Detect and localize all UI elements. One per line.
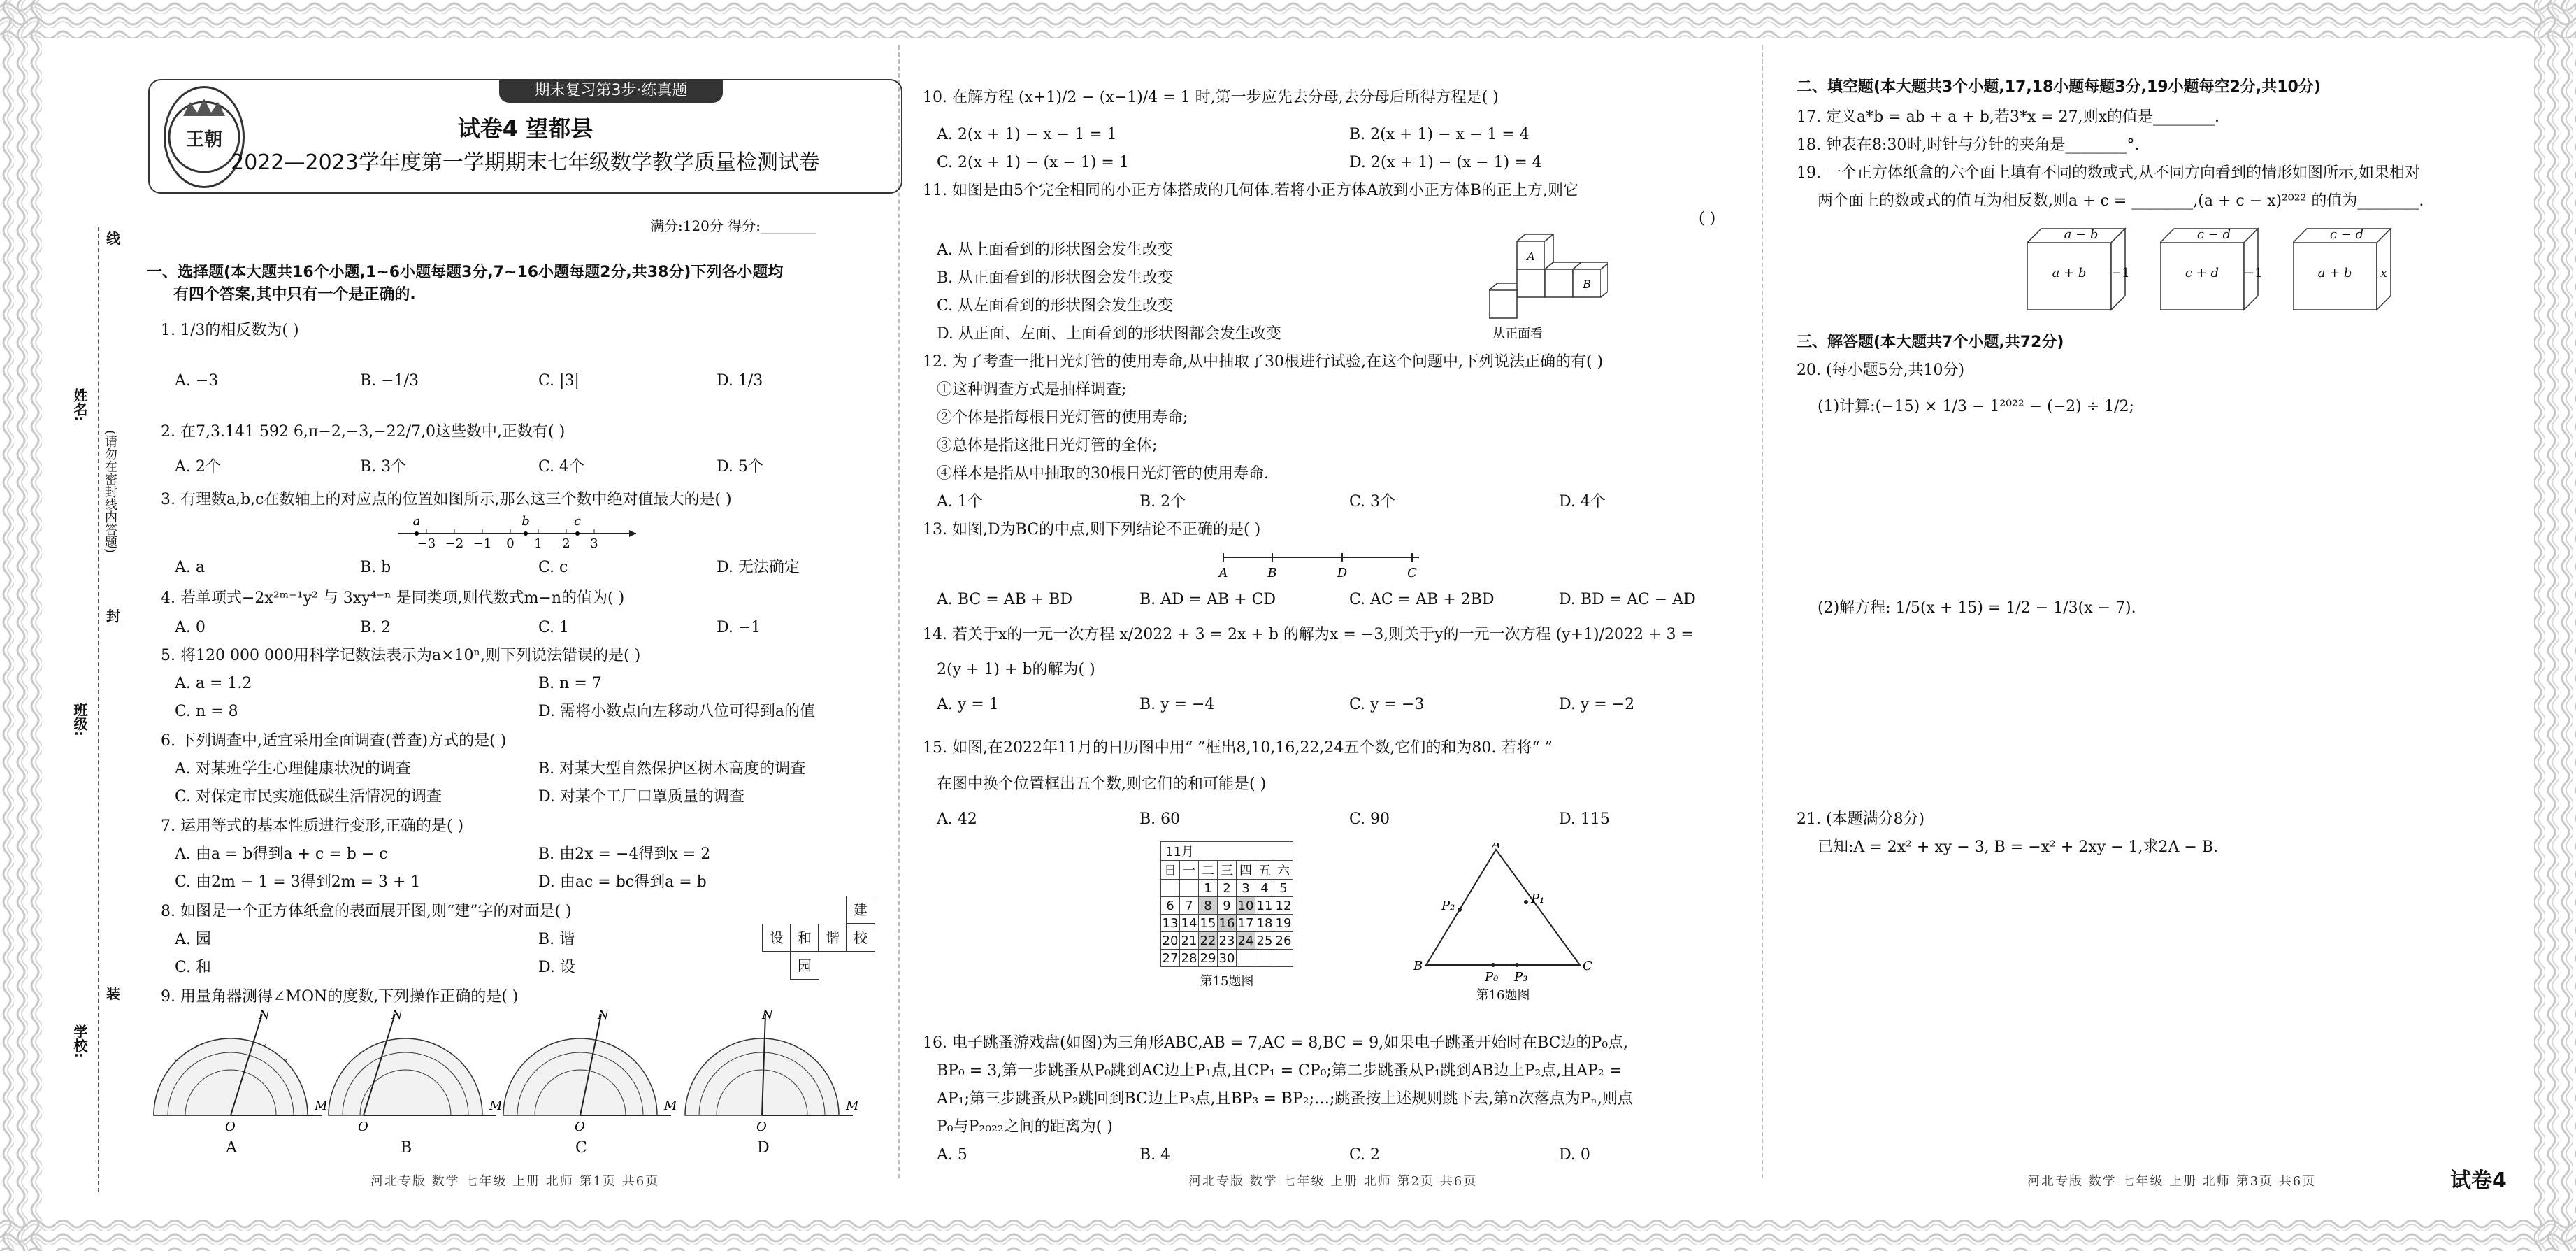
- question-17: 17. 定义a*b = ab + a + b,若3*x = 27,则x的值是________.: [1797, 108, 2220, 126]
- q4-option-d: D. −1: [717, 619, 761, 636]
- q11-option-c: C. 从左面看到的形状图会发生改变: [937, 297, 1174, 315]
- calendar-weekday: 六: [1274, 861, 1293, 880]
- q14-option-b: B. y = −4: [1139, 696, 1215, 713]
- binding-pack-mark: 装: [106, 985, 120, 1002]
- q10-option-c: C. 2(x + 1) − (x − 1) = 1: [937, 154, 1129, 171]
- calendar-day: 29: [1199, 950, 1218, 967]
- question-20-part-1: (1)计算:(−15) × 1/3 − 1²⁰²² − (−2) ÷ 1/2;: [1818, 398, 2134, 415]
- svg-text:N: N: [259, 1010, 270, 1022]
- q8-option-c: C. 和: [175, 959, 212, 976]
- protractor-label-b: B: [401, 1139, 412, 1157]
- question-19: 19. 一个正方体纸盒的六个面上填有不同的数或式,从不同方向看到的情形如图所示,如果相对: [1797, 164, 2420, 182]
- svg-text:M: M: [315, 1099, 328, 1113]
- q11-option-d: D. 从正面、左面、上面看到的形状图都会发生改变: [937, 325, 1281, 343]
- calendar-day: 1: [1199, 880, 1218, 897]
- svg-text:B: B: [1413, 959, 1423, 973]
- calendar-month: 11月: [1161, 842, 1293, 861]
- svg-text:N: N: [598, 1010, 609, 1022]
- question-2: 2. 在7,3.141 592 6,π−2,−3,−22/7,0这些数中,正数有( ): [161, 423, 566, 441]
- q11-answer-paren: ( ): [1699, 210, 1716, 227]
- question-20: 20. (每小题5分,共10分): [1797, 362, 1965, 379]
- q13-option-d: D. BD = AC − AD: [1559, 591, 1696, 608]
- cube-views-figure: [2027, 227, 2447, 325]
- svg-text:P₁: P₁: [1531, 892, 1545, 906]
- cube-view-3: c − d a + b x: [2293, 227, 2405, 311]
- question-15: 15. 如图,在2022年11月的日历图中用“ ”框出8,10,16,22,24五个数,它们的和为80. 若将“ ”: [923, 739, 1553, 757]
- exam-header: [148, 79, 902, 194]
- calendar-day: 18: [1255, 915, 1274, 932]
- protractor-a: [147, 1010, 329, 1139]
- q12-option-b: B. 2个: [1139, 493, 1186, 510]
- question-21: 21. (本题满分8分): [1797, 810, 1925, 828]
- column-divider: [898, 45, 900, 1178]
- q15-option-c: C. 90: [1349, 810, 1390, 828]
- q12-option-a: A. 1个: [937, 493, 983, 510]
- q13-option-a: A. BC = AB + BD: [937, 591, 1072, 608]
- q13-option-c: C. AC = AB + 2BD: [1349, 591, 1495, 608]
- binding-note: (请勿在密封线内答题): [103, 430, 117, 554]
- q14-option-c: C. y = −3: [1349, 696, 1425, 713]
- q1-option-c: C. |3|: [538, 372, 580, 389]
- svg-text:N: N: [762, 1010, 773, 1022]
- q6-option-c: C. 对保定市民实施低碳生活情况的调查: [175, 788, 442, 806]
- svg-text:A: A: [1492, 843, 1501, 852]
- exam-sheet: [42, 38, 2534, 1220]
- calendar-day: 4: [1255, 880, 1274, 897]
- question-9: 9. 用量角器测得∠MON的度数,下列操作正确的是( ): [161, 988, 519, 1006]
- calendar-weekday: 五: [1255, 861, 1274, 880]
- protractor-c: [496, 1010, 678, 1139]
- protractor-label-c: C: [575, 1139, 587, 1157]
- svg-text:−1: −1: [473, 536, 492, 551]
- q12-statement-2: ②个体是指每根日光灯管的使用寿命;: [937, 409, 1188, 427]
- q5-option-a: A. a = 1.2: [175, 675, 252, 692]
- q10-option-a: A. 2(x + 1) − x − 1 = 1: [937, 126, 1117, 143]
- svg-text:王朝: 王朝: [185, 129, 223, 150]
- question-14: 14. 若关于x的一元一次方程 x/2022 + 3 = 2x + b 的解为x = −3,则关于y的一元一次方程 (y+1)/2022 + 3 =: [923, 626, 1694, 643]
- calendar-day: 26: [1274, 932, 1293, 950]
- svg-text:C: C: [1407, 566, 1417, 580]
- calendar-day: 20: [1161, 932, 1180, 950]
- calendar-caption: 第15题图: [1200, 974, 1254, 989]
- q1-option-d: D. 1/3: [717, 372, 763, 389]
- calendar-day: 19: [1274, 915, 1293, 932]
- svg-text:B: B: [1583, 278, 1591, 291]
- svg-text:C: C: [1583, 959, 1592, 973]
- calendar-day: 10: [1237, 897, 1255, 915]
- question-11: 11. 如图是由5个完全相同的小正方体搭成的几何体.若将小正方体A放到小正方体B的正上方,则它: [923, 182, 1579, 199]
- protractor-label-a: A: [226, 1139, 237, 1157]
- svg-text:O: O: [225, 1120, 236, 1134]
- question-5: 5. 将120 000 000用科学记数法表示为a×10ⁿ,则下列说法错误的是( ): [161, 647, 641, 664]
- q3-option-d: D. 无法确定: [717, 559, 800, 576]
- calendar-day: 24: [1237, 932, 1255, 950]
- q15-option-a: A. 42: [937, 810, 977, 828]
- calendar-day: 11: [1255, 897, 1274, 915]
- calendar-day: 8: [1199, 897, 1218, 915]
- svg-text:A: A: [1218, 566, 1228, 580]
- question-16-line4: P₀与P₂₀₂₂之间的距离为( ): [937, 1118, 1113, 1136]
- net-cell: 校: [846, 924, 875, 952]
- net-cell: 设: [762, 924, 791, 952]
- question-16-line2: BP₀ = 3,第一步跳蚤从P₀跳到AC边上P₁点,且CP₁ = CP₀;第二步跳蚤从P₁跳到AB边上P₂点,且AP₂ =: [937, 1062, 1622, 1080]
- question-13: 13. 如图,D为BC的中点,则下列结论不正确的是( ): [923, 521, 1261, 538]
- q6-option-d: D. 对某个工厂口罩质量的调查: [538, 788, 744, 806]
- calendar-day: 15: [1199, 915, 1218, 932]
- q14-option-d: D. y = −2: [1559, 696, 1635, 713]
- svg-text:0: 0: [506, 536, 515, 551]
- q8-option-d: D. 设: [538, 959, 575, 976]
- q8-option-b: B. 谐: [538, 931, 575, 948]
- q4-option-b: B. 2: [360, 619, 391, 636]
- class-label: 班级:: [71, 703, 88, 736]
- svg-text:M: M: [664, 1099, 677, 1113]
- question-8: 8. 如图是一个正方体纸盒的表面展开图,则“建”字的对面是( ): [161, 903, 572, 920]
- svg-text:P₀: P₀: [1485, 970, 1499, 982]
- name-label: 姓名:: [71, 388, 88, 422]
- review-step-tab: 期末复习第3步·练真题: [499, 79, 723, 103]
- calendar-weekday: 三: [1218, 861, 1237, 880]
- svg-text:M: M: [489, 1099, 503, 1113]
- q5-option-d: D. 需将小数点向左移动八位可得到a的值: [538, 703, 815, 720]
- svg-text:−3: −3: [417, 536, 436, 551]
- q7-option-b: B. 由2x = −4得到x = 2: [538, 845, 711, 863]
- section-1-heading: 一、选择题(本大题共16个小题,1~6小题每题3分,7~16小题每题2分,共38分)下列各小题均: [147, 264, 784, 281]
- calendar-day: 6: [1161, 897, 1180, 915]
- column-divider: [1762, 45, 1763, 1178]
- q4-option-a: A. 0: [175, 619, 206, 636]
- calendar-day: 23: [1218, 932, 1237, 950]
- calendar-day: 2: [1218, 880, 1237, 897]
- q6-option-b: B. 对某大型自然保护区树木高度的调查: [538, 760, 806, 778]
- svg-text:N: N: [391, 1010, 403, 1022]
- calendar-figure: [1160, 841, 1293, 989]
- triangle-caption: 第16题图: [1476, 988, 1530, 1003]
- q3-option-c: C. c: [538, 559, 568, 576]
- calendar-day: 14: [1180, 915, 1199, 932]
- q1-option-b: B. −1/3: [360, 372, 419, 389]
- question-14-cont: 2(y + 1) + b的解为( ): [937, 661, 1095, 678]
- q1-option-a: A. −3: [175, 372, 219, 389]
- cube-view-1: a − b a + b −1: [2027, 227, 2139, 311]
- page-2-footer: 河北专版 数学 七年级 上册 北师 第2页 共6页: [1188, 1174, 1478, 1189]
- svg-text:D: D: [1337, 566, 1348, 580]
- exam-subtitle: 2022—2023学年度第一学期期末七年级数学教学质量检测试卷: [231, 150, 820, 175]
- question-16-line3: AP₁;第三步跳蚤从P₂跳回到BC边上P₃点,且BP₃ = BP₂;…;跳蚤按上述规则跳下去,第n次落点为Pₙ,则点: [937, 1090, 1633, 1108]
- q11-option-a: A. 从上面看到的形状图会发生改变: [937, 241, 1173, 259]
- calendar-day: 3: [1237, 880, 1255, 897]
- q5-option-c: C. n = 8: [175, 703, 238, 720]
- svg-text:c: c: [573, 514, 582, 529]
- calendar-day: 9: [1218, 897, 1237, 915]
- q3-option-b: B. b: [360, 559, 391, 576]
- q2-option-a: A. 2个: [175, 458, 221, 476]
- svg-text:a: a: [412, 514, 421, 529]
- q12-statement-1: ①这种调查方式是抽样调查;: [937, 381, 1127, 399]
- score-line: 满分:120分 得分:________: [650, 217, 817, 234]
- q15-option-d: D. 115: [1559, 810, 1610, 828]
- svg-text:−2: −2: [445, 536, 464, 551]
- calendar-day: 28: [1180, 950, 1199, 967]
- question-16: 16. 电子跳蚤游戏盘(如图)为三角形ABC,AB = 7,AC = 8,BC = 9,如果电子跳蚤开始时在BC边的P₀点,: [923, 1034, 1629, 1052]
- section-1-heading-cont: 有四个答案,其中只有一个是正确的.: [173, 286, 416, 303]
- segment-figure: [1216, 549, 1426, 584]
- exam-page-tag: 试卷4: [2450, 1168, 2507, 1193]
- q12-option-c: C. 3个: [1349, 493, 1396, 510]
- binding-strip: [42, 38, 119, 1220]
- q16-option-d: D. 0: [1559, 1146, 1590, 1164]
- calendar-weekday: 一: [1180, 861, 1199, 880]
- svg-text:3: 3: [590, 536, 598, 551]
- protractor-label-d: D: [757, 1139, 770, 1157]
- q13-option-b: B. AD = AB + CD: [1139, 591, 1276, 608]
- q10-option-b: B. 2(x + 1) − x − 1 = 4: [1349, 126, 1530, 143]
- svg-text:M: M: [846, 1099, 859, 1113]
- q15-option-b: B. 60: [1139, 810, 1181, 828]
- binding-seal-mark: 封: [106, 608, 120, 624]
- section-3-heading: 三、解答题(本大题共7个小题,共72分): [1797, 334, 2064, 351]
- calendar-day: [1255, 950, 1274, 967]
- q12-statement-3: ③总体是指这批日光灯管的全体;: [937, 437, 1158, 455]
- net-cell: 和: [790, 924, 819, 952]
- calendar-day: 21: [1180, 932, 1199, 950]
- q16-option-a: A. 5: [937, 1146, 967, 1164]
- question-19-cont: 两个面上的数或式的值互为相反数,则a + c = ________,(a + c − x)²⁰²² 的值为________.: [1818, 192, 2424, 210]
- calendar-day: [1274, 950, 1293, 967]
- svg-text:O: O: [575, 1120, 585, 1134]
- q2-option-d: D. 5个: [717, 458, 763, 476]
- svg-text:O: O: [358, 1120, 368, 1134]
- q12-option-d: D. 4个: [1559, 493, 1606, 510]
- q14-option-a: A. y = 1: [937, 696, 999, 713]
- protractor-b: [322, 1010, 503, 1139]
- binding-line-mark: 线: [106, 230, 120, 247]
- question-20-part-2: (2)解方程: 1/5(x + 15) = 1/2 − 1/3(x − 7).: [1818, 599, 2136, 617]
- svg-text:B: B: [1267, 566, 1277, 580]
- net-cell: 建: [846, 896, 875, 924]
- q12-statement-4: ④样本是指从中抽取的30根日光灯管的使用寿命.: [937, 465, 1269, 482]
- q7-option-c: C. 由2m − 1 = 3得到2m = 3 + 1: [175, 873, 421, 891]
- calendar-day: 27: [1161, 950, 1180, 967]
- question-12: 12. 为了考查一批日光灯管的使用寿命,从中抽取了30根进行试验,在这个问题中,下列说法正确的有( ): [923, 353, 1604, 371]
- question-10: 10. 在解方程 (x+1)/2 − (x−1)/4 = 1 时,第一步应先去分母,去分母后所得方程是( ): [923, 89, 1499, 106]
- calendar-day: 5: [1274, 880, 1293, 897]
- q2-option-c: C. 4个: [538, 458, 585, 476]
- calendar-day: 16: [1218, 915, 1237, 932]
- question-7: 7. 运用等式的基本性质进行变形,正确的是( ): [161, 817, 464, 835]
- protractor-d: [678, 1010, 860, 1139]
- calendar-day: 30: [1218, 950, 1237, 967]
- calendar-day: 12: [1274, 897, 1293, 915]
- q2-option-b: B. 3个: [360, 458, 407, 476]
- svg-text:1: 1: [534, 536, 542, 551]
- q8-option-a: A. 园: [175, 931, 211, 948]
- q4-option-c: C. 1: [538, 619, 570, 636]
- q10-option-d: D. 2(x + 1) − (x − 1) = 4: [1349, 154, 1542, 171]
- exam-title: 试卷4 望都县: [457, 115, 593, 142]
- question-21-body: 已知:A = 2x² + xy − 3, B = −x² + 2xy − 1,求2A − B.: [1818, 838, 2218, 856]
- calendar-day: 22: [1199, 932, 1218, 950]
- svg-text:2: 2: [562, 536, 570, 551]
- q6-option-a: A. 对某班学生心理健康状况的调查: [175, 760, 411, 778]
- number-line-figure: [391, 514, 643, 556]
- front-view-caption: 从正面看: [1492, 327, 1543, 341]
- svg-text:O: O: [756, 1120, 767, 1134]
- question-15-cont: 在图中换个位置框出五个数,则它们的和可能是( ): [937, 775, 1267, 793]
- calendar-weekday: 日: [1161, 861, 1180, 880]
- q3-option-a: A. a: [175, 559, 205, 576]
- calendar-day: 7: [1180, 897, 1199, 915]
- net-cell: 园: [790, 952, 819, 980]
- cube-view-2: c − d c + d −1: [2160, 227, 2272, 311]
- triangle-figure: [1412, 843, 1594, 1003]
- q7-option-d: D. 由ac = bc得到a = b: [538, 873, 707, 891]
- q16-option-b: B. 4: [1139, 1146, 1171, 1164]
- svg-text:P₃: P₃: [1514, 970, 1528, 982]
- question-3: 3. 有理数a,b,c在数轴上的对应点的位置如图所示,那么这三个数中绝对值最大的是( ): [161, 491, 732, 508]
- question-1: 1. 1/3的相反数为( ): [161, 322, 299, 339]
- calendar-weekday: 二: [1199, 861, 1218, 880]
- net-cell: 谐: [818, 924, 847, 952]
- calendar-day: [1237, 950, 1255, 967]
- q5-option-b: B. n = 7: [538, 675, 602, 692]
- page-1-footer: 河北专版 数学 七年级 上册 北师 第1页 共6页: [370, 1174, 660, 1189]
- calendar-day: 13: [1161, 915, 1180, 932]
- calendar-day: 17: [1237, 915, 1255, 932]
- svg-text:A: A: [1527, 250, 1535, 263]
- calendar-day: [1180, 880, 1199, 897]
- calendar-day: [1161, 880, 1180, 897]
- calendar-table: [1160, 841, 1293, 967]
- svg-text:b: b: [521, 514, 530, 529]
- section-2-heading: 二、填空题(本大题共3个小题,17,18小题每题3分,19小题每空2分,共10分): [1797, 78, 2321, 96]
- cube-stack-figure: [1489, 234, 1608, 339]
- question-4: 4. 若单项式−2x²ᵐ⁻¹y² 与 3xy⁴⁻ⁿ 是同类项,则代数式m−n的值为( ): [161, 589, 625, 607]
- q16-option-c: C. 2: [1349, 1146, 1381, 1164]
- question-18: 18. 钟表在8:30时,时针与分针的夹角是________°.: [1797, 136, 2140, 154]
- question-6: 6. 下列调查中,适宜采用全面调查(普查)方式的是( ): [161, 732, 507, 750]
- calendar-day: 25: [1255, 932, 1274, 950]
- q7-option-a: A. 由a = b得到a + c = b − c: [175, 845, 388, 863]
- svg-text:P₂: P₂: [1441, 899, 1455, 913]
- school-label: 学校:: [71, 1024, 88, 1058]
- page-3-footer: 河北专版 数学 七年级 上册 北师 第3页 共6页: [2027, 1174, 2317, 1189]
- calendar-weekday: 四: [1237, 861, 1255, 880]
- q11-option-b: B. 从正面看到的形状图会发生改变: [937, 269, 1174, 287]
- cube-net-figure: [762, 896, 902, 980]
